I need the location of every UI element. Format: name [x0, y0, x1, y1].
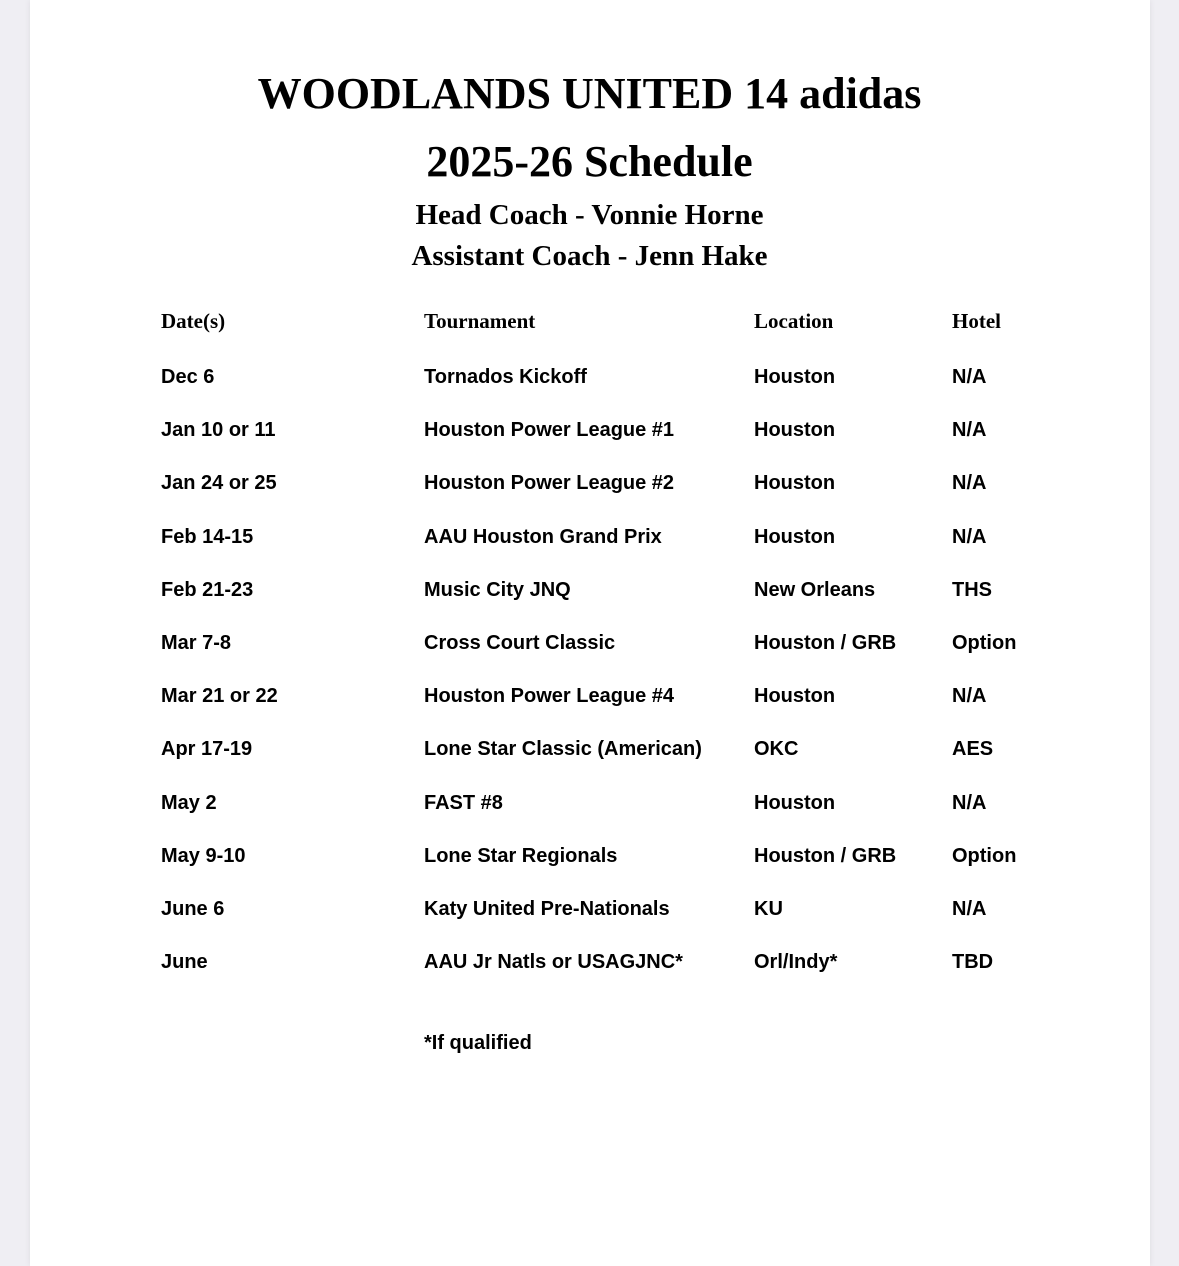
location-cell: Houston [754, 419, 836, 442]
tournament-cell: Houston Power League #2 [424, 472, 675, 495]
table-row [0, 843, 1179, 896]
table-row [0, 470, 1179, 523]
hotel-cell: N/A [952, 685, 987, 708]
hotel-cell: N/A [952, 791, 987, 814]
location-cell: KU [754, 897, 783, 920]
table-row [0, 736, 1179, 789]
tournament-cell: Cross Court Classic [424, 631, 616, 654]
tournament-cell: FAST #8 [424, 791, 503, 814]
tournament-cell: Houston Power League #4 [424, 685, 675, 708]
schedule-title: 2025-26 Schedule [426, 137, 753, 186]
document-title: WOODLANDS UNITED 14 adidas [257, 69, 922, 118]
date-cell: Jan 24 or 25 [161, 472, 277, 495]
date-cell: Feb 21-23 [161, 578, 254, 601]
location-cell: Houston [754, 525, 836, 548]
table-row [0, 896, 1179, 949]
schedule-table [0, 364, 1179, 1002]
tournament-cell: Katy United Pre-Nationals [424, 897, 670, 920]
tournament-cell: AAU Houston Grand Prix [424, 525, 662, 548]
location-cell: Houston [754, 472, 836, 495]
hotel-cell: AES [952, 738, 994, 761]
date-cell: Mar 7-8 [161, 631, 232, 654]
column-header-location: Location [754, 309, 834, 333]
hotel-cell: Option [952, 844, 1017, 867]
hotel-cell: N/A [952, 366, 987, 388]
hotel-cell: N/A [952, 419, 987, 442]
table-row [0, 364, 1179, 417]
location-cell: New Orleans [754, 578, 876, 601]
hotel-cell: N/A [952, 525, 987, 548]
location-cell: Houston [754, 366, 836, 388]
location-cell: OKC [754, 738, 799, 761]
column-header-tournament: Tournament [424, 309, 536, 333]
hotel-cell: N/A [952, 472, 987, 495]
tournament-cell: AAU Jr Natls or USAGJNC* [424, 951, 683, 974]
table-row [0, 790, 1179, 843]
tournament-cell: Tornados Kickoff [424, 366, 587, 388]
date-cell: Dec 6 [161, 366, 215, 388]
assistant-coach: Assistant Coach - Jenn Hake [411, 240, 768, 272]
table-row [0, 630, 1179, 683]
date-cell: Apr 17-19 [161, 738, 253, 761]
location-cell: Houston / GRB [754, 844, 897, 867]
hotel-cell: N/A [952, 897, 987, 920]
hotel-cell: TBD [952, 951, 994, 974]
table-row [0, 949, 1179, 1002]
location-cell: Houston [754, 791, 836, 814]
table-row [0, 417, 1179, 470]
table-row [0, 577, 1179, 630]
tournament-cell: Houston Power League #1 [424, 419, 675, 442]
hotel-cell: THS [952, 578, 992, 601]
date-cell: May 9-10 [161, 844, 246, 867]
date-cell: June 6 [161, 897, 225, 920]
location-cell: Houston / GRB [754, 631, 897, 654]
head-coach: Head Coach - Vonnie Horne [415, 199, 764, 231]
location-cell: Orl/Indy* [754, 951, 838, 974]
date-cell: Feb 14-15 [161, 525, 254, 548]
footnote: *If qualified [424, 1032, 532, 1054]
date-cell: Jan 10 or 11 [161, 419, 276, 442]
tournament-cell: Lone Star Classic (American) [424, 738, 702, 761]
location-cell: Houston [754, 685, 836, 708]
tournament-cell: Music City JNQ [424, 578, 571, 601]
date-cell: Mar 21 or 22 [161, 685, 278, 708]
hotel-cell: Option [952, 631, 1017, 654]
column-header-hotel: Hotel [952, 309, 1001, 333]
table-row [0, 683, 1179, 736]
tournament-cell: Lone Star Regionals [424, 844, 618, 867]
date-cell: May 2 [161, 791, 217, 814]
column-header-dates: Date(s) [161, 309, 226, 333]
table-row [0, 524, 1179, 577]
date-cell: June [161, 951, 208, 974]
